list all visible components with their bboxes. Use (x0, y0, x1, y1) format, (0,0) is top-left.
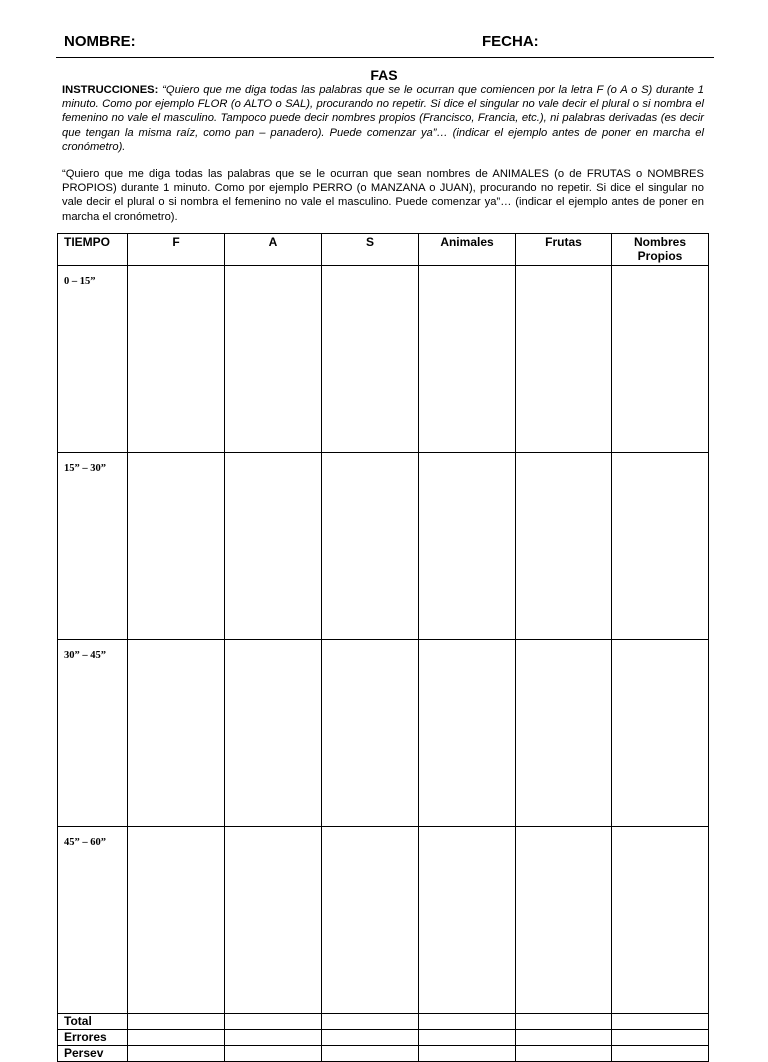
answer-cell[interactable] (419, 827, 516, 1014)
table-header-row (58, 234, 709, 266)
summary-cell[interactable] (612, 1030, 709, 1046)
header-s: S (322, 234, 419, 266)
summary-cell[interactable] (516, 1046, 612, 1062)
summary-cell[interactable] (612, 1014, 709, 1030)
answer-cell[interactable] (225, 266, 322, 453)
summary-cell[interactable] (322, 1030, 419, 1046)
summary-cell[interactable] (225, 1030, 322, 1046)
time-label: 15” – 30” (58, 453, 128, 640)
answer-cell[interactable] (516, 266, 612, 453)
summary-cell[interactable] (516, 1030, 612, 1046)
summary-cell[interactable] (128, 1046, 225, 1062)
errores-label: Errores (58, 1030, 128, 1046)
table-row (58, 827, 709, 1014)
summary-row-total (58, 1014, 709, 1030)
summary-row-persev (58, 1046, 709, 1062)
instructions-paragraph-1 (62, 83, 704, 154)
answer-cell[interactable] (322, 640, 419, 827)
answer-cell[interactable] (322, 827, 419, 1014)
instructions-label: INSTRUCCIONES: (62, 84, 159, 96)
answer-cell[interactable] (322, 266, 419, 453)
header-divider (56, 57, 714, 58)
answer-cell[interactable] (612, 453, 709, 640)
answer-cell[interactable] (516, 827, 612, 1014)
summary-cell[interactable] (419, 1046, 516, 1062)
summary-cell[interactable] (322, 1046, 419, 1062)
fecha-label: FECHA: (482, 33, 539, 50)
nombre-label: NOMBRE: (64, 33, 136, 50)
page-title: FAS (370, 67, 398, 83)
answer-cell[interactable] (225, 827, 322, 1014)
answer-cell[interactable] (419, 266, 516, 453)
table-row (58, 453, 709, 640)
answer-cell[interactable] (128, 827, 225, 1014)
summary-cell[interactable] (516, 1014, 612, 1030)
summary-cell[interactable] (225, 1014, 322, 1030)
answer-cell[interactable] (128, 266, 225, 453)
summary-cell[interactable] (612, 1046, 709, 1062)
header-frutas: Frutas (516, 234, 612, 266)
summary-cell[interactable] (128, 1014, 225, 1030)
summary-cell[interactable] (419, 1014, 516, 1030)
answer-cell[interactable] (225, 453, 322, 640)
form-header (64, 33, 712, 57)
answer-cell[interactable] (128, 640, 225, 827)
answer-cell[interactable] (612, 266, 709, 453)
instructions-paragraph-2: “Quiero que me diga todas las palabras que se le ocurran que sean nombres de ANIMALES (o de FRUTAS o NOMBRES PROPIOS) durante 1 minuto. Como por ejemplo PERRO (o MANZANA o JUAN), procurando no repetir. Si dice el singular no vale decir el plural o si nombra el femenino no vale el masculino. Puede comenzar ya”… (indicar el ejemplo antes de poner en marcha el cronómetro). (62, 168, 704, 223)
answer-cell[interactable] (322, 453, 419, 640)
instructions-text-1: “Quiero que me diga todas las palabras que se le ocurran que comiencen por la letra F (o A o S) durante 1 minuto. Como por ejemplo FLOR (o ALTO o SAL), procurando no repetir. Si dice el singular no vale decir el plural o si nombra el femenino no vale el masculino. Tampoco puede decir nombres propios (Francisco, Francia, etc.), ni palabras derivadas (es decir que tengan la misma raíz, como pan – panadero). Puede comenzar ya”… (indicar el ejemplo antes de poner en marcha el cronómetro). (62, 84, 704, 153)
summary-cell[interactable] (225, 1046, 322, 1062)
time-label: 30” – 45” (58, 640, 128, 827)
answer-cell[interactable] (419, 640, 516, 827)
answer-cell[interactable] (612, 827, 709, 1014)
header-nombres-propios: Nombres Propios (612, 234, 709, 266)
summary-cell[interactable] (128, 1030, 225, 1046)
table-row (58, 640, 709, 827)
header-tiempo: TIEMPO (58, 234, 128, 266)
answer-cell[interactable] (128, 453, 225, 640)
summary-row-errores (58, 1030, 709, 1046)
answer-cell[interactable] (516, 453, 612, 640)
time-label: 0 – 15” (58, 266, 128, 453)
header-f: F (128, 234, 225, 266)
answer-cell[interactable] (516, 640, 612, 827)
answer-cell[interactable] (612, 640, 709, 827)
fluency-table (57, 233, 709, 1062)
answer-cell[interactable] (419, 453, 516, 640)
total-label: Total (58, 1014, 128, 1030)
persev-label: Persev (58, 1046, 128, 1062)
summary-cell[interactable] (419, 1030, 516, 1046)
table-row (58, 266, 709, 453)
time-label: 45” – 60” (58, 827, 128, 1014)
summary-cell[interactable] (322, 1014, 419, 1030)
header-animales: Animales (419, 234, 516, 266)
answer-cell[interactable] (225, 640, 322, 827)
header-a: A (225, 234, 322, 266)
